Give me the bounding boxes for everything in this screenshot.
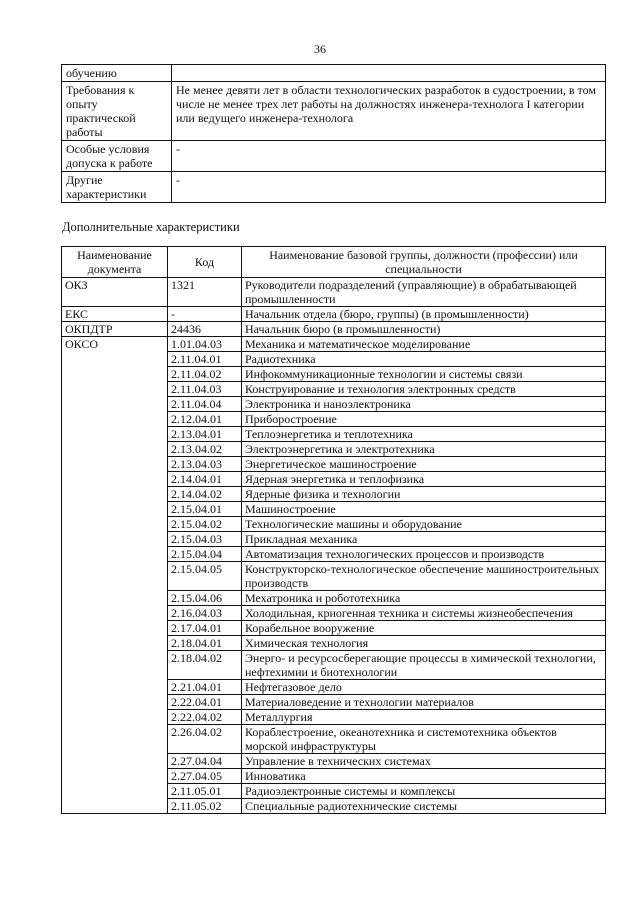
name-cell: Автоматизация технологических процессов и производств <box>242 547 606 562</box>
name-cell: Нефтегазовое дело <box>242 680 606 695</box>
name-cell: Технологические машины и оборудование <box>242 517 606 532</box>
name-cell: Специальные радиотехнические системы <box>242 799 606 814</box>
name-cell: Механика и математическое моделирование <box>242 337 606 352</box>
code-cell: 2.27.04.04 <box>168 754 242 769</box>
code-cell: 1.01.04.03 <box>168 337 242 352</box>
code-cell: 2.17.04.01 <box>168 621 242 636</box>
code-cell: 2.27.04.05 <box>168 769 242 784</box>
table-row <box>62 337 606 352</box>
requirements-row <box>62 172 606 203</box>
code-cell: 2.21.04.01 <box>168 680 242 695</box>
table-header-row <box>62 247 606 278</box>
header-document: Наименование документа <box>62 247 168 278</box>
code-cell: 2.18.04.01 <box>168 636 242 651</box>
name-cell: Конструкторско-технологическое обеспечение машиностроительных производств <box>242 562 606 591</box>
name-cell: Приборостроение <box>242 412 606 427</box>
name-cell: Управление в технических системах <box>242 754 606 769</box>
code-cell: - <box>168 307 242 322</box>
code-cell: 2.18.04.02 <box>168 651 242 680</box>
name-cell: Корабельное вооружение <box>242 621 606 636</box>
name-cell: Химическая технология <box>242 636 606 651</box>
table-row <box>62 322 606 337</box>
name-cell: Металлургия <box>242 710 606 725</box>
table-row <box>62 278 606 307</box>
name-cell: Радиотехника <box>242 352 606 367</box>
requirement-label: обучению <box>62 65 172 82</box>
code-cell: 2.12.04.01 <box>168 412 242 427</box>
name-cell: Кораблестроение, океанотехника и системотехника объектов морской инфраструктуры <box>242 725 606 754</box>
name-cell: Мехатроника и робототехника <box>242 591 606 606</box>
code-cell: 2.22.04.02 <box>168 710 242 725</box>
page-number: 36 <box>314 42 326 56</box>
requirement-value: - <box>172 141 606 172</box>
requirements-row <box>62 82 606 141</box>
name-cell: Инфокоммуникационные технологии и системы связи <box>242 367 606 382</box>
header-name: Наименование базовой группы, должности (профессии) или специальности <box>242 247 606 278</box>
code-cell: 2.15.04.02 <box>168 517 242 532</box>
name-cell: Электроэнергетика и электротехника <box>242 442 606 457</box>
requirements-table <box>61 64 606 203</box>
additional-characteristics-table <box>61 246 606 814</box>
document-cell: ЕКС <box>62 307 168 322</box>
code-cell: 2.11.04.02 <box>168 367 242 382</box>
requirement-value <box>172 65 606 82</box>
requirements-row <box>62 65 606 82</box>
name-cell: Конструирование и технология электронных средств <box>242 382 606 397</box>
code-cell: 2.11.05.01 <box>168 784 242 799</box>
name-cell: Электроника и наноэлектроника <box>242 397 606 412</box>
code-cell: 2.15.04.03 <box>168 532 242 547</box>
code-cell: 2.15.04.04 <box>168 547 242 562</box>
name-cell: Начальник бюро (в промышленности) <box>242 322 606 337</box>
name-cell: Прикладная механика <box>242 532 606 547</box>
code-cell: 2.22.04.01 <box>168 695 242 710</box>
requirement-label: Другие характеристики <box>62 172 172 203</box>
code-cell: 2.16.04.03 <box>168 606 242 621</box>
code-cell: 2.11.05.02 <box>168 799 242 814</box>
code-cell: 2.11.04.04 <box>168 397 242 412</box>
name-cell: Ядерные физика и технологии <box>242 487 606 502</box>
section-title: Дополнительные характеристики <box>62 220 240 234</box>
code-cell: 24436 <box>168 322 242 337</box>
name-cell: Ядерная энергетика и теплофизика <box>242 472 606 487</box>
name-cell: Энерго- и ресурсосберегающие процессы в химической технологии, нефтехимии и биотехнологии <box>242 651 606 680</box>
requirements-row <box>62 141 606 172</box>
code-cell: 2.11.04.01 <box>168 352 242 367</box>
name-cell: Материаловедение и технологии материалов <box>242 695 606 710</box>
code-cell: 1321 <box>168 278 242 307</box>
document-cell: ОКПДТР <box>62 322 168 337</box>
name-cell: Холодильная, криогенная техника и системы жизнеобеспечения <box>242 606 606 621</box>
requirement-value: Не менее девяти лет в области технологических разработок в судостроении, в том числе не менее трех лет работы на должностях инженера-технолога I категории или ведущего инженера-технолога <box>172 82 606 141</box>
code-cell: 2.14.04.02 <box>168 487 242 502</box>
requirement-label: Особые условия допуска к работе <box>62 141 172 172</box>
name-cell: Радиоэлектронные системы и комплексы <box>242 784 606 799</box>
name-cell: Инноватика <box>242 769 606 784</box>
table-row <box>62 307 606 322</box>
code-cell: 2.13.04.02 <box>168 442 242 457</box>
requirement-label: Требования к опыту практической работы <box>62 82 172 141</box>
code-cell: 2.15.04.05 <box>168 562 242 591</box>
code-cell: 2.14.04.01 <box>168 472 242 487</box>
name-cell: Руководители подразделений (управляющие) в обрабатывающей промышленности <box>242 278 606 307</box>
name-cell: Машиностроение <box>242 502 606 517</box>
code-cell: 2.15.04.06 <box>168 591 242 606</box>
header-code: Код <box>168 247 242 278</box>
document-cell: ОКСО <box>62 337 168 814</box>
name-cell: Теплоэнергетика и теплотехника <box>242 427 606 442</box>
code-cell: 2.13.04.01 <box>168 427 242 442</box>
document-cell: ОКЗ <box>62 278 168 307</box>
code-cell: 2.26.04.02 <box>168 725 242 754</box>
code-cell: 2.11.04.03 <box>168 382 242 397</box>
code-cell: 2.13.04.03 <box>168 457 242 472</box>
code-cell: 2.15.04.01 <box>168 502 242 517</box>
requirement-value: - <box>172 172 606 203</box>
name-cell: Начальник отдела (бюро, группы) (в промышленности) <box>242 307 606 322</box>
name-cell: Энергетическое машиностроение <box>242 457 606 472</box>
